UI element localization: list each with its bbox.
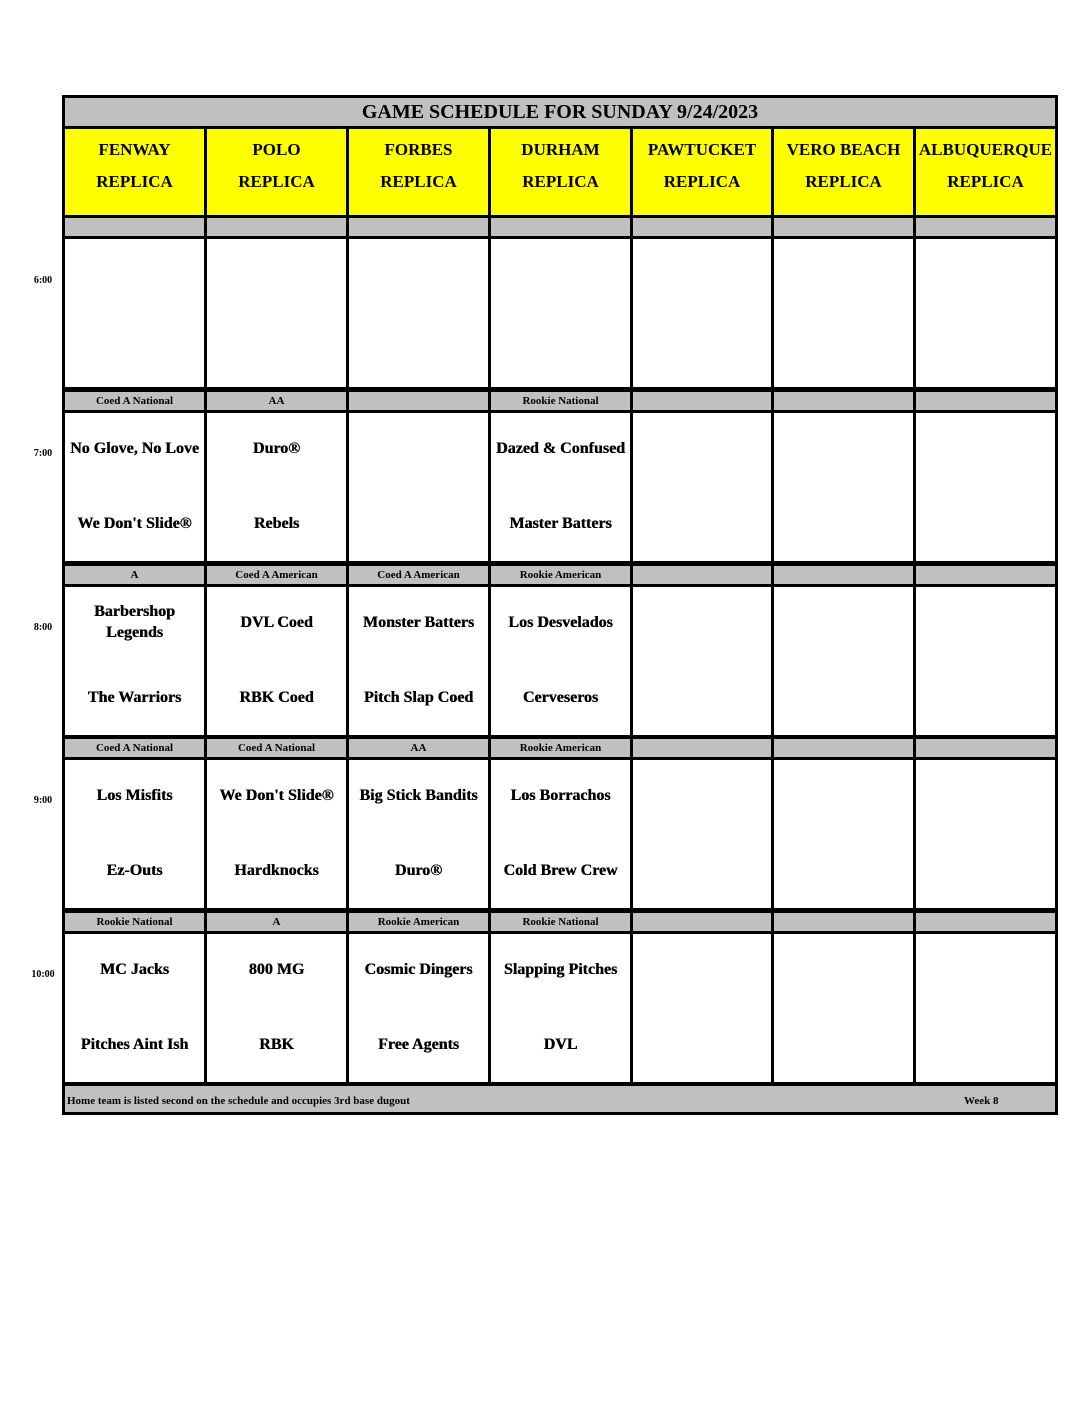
home-team: Pitch Slap Coed: [363, 689, 474, 706]
schedule-title: GAME SCHEDULE FOR SUNDAY 9/24/2023: [65, 98, 1055, 126]
field-name: FORBES: [384, 140, 453, 159]
home-team: Ez-Outs: [106, 862, 163, 879]
division-label: [491, 218, 630, 236]
division-label: Coed A American: [349, 566, 488, 584]
game-cell: [349, 760, 488, 908]
game-cell: [207, 760, 346, 908]
division-label: A: [65, 566, 204, 584]
field-name: DURHAM: [521, 140, 600, 159]
time-label: 8:00: [33, 622, 53, 633]
division-label: Rookie National: [491, 913, 630, 931]
game-cell: [916, 934, 1055, 1082]
home-team: Master Batters: [509, 515, 612, 532]
home-team: Cerveseros: [522, 689, 599, 706]
game-cell: [349, 413, 488, 561]
division-label: [916, 392, 1055, 410]
division-label: [774, 913, 913, 931]
field-subtitle: REPLICA: [96, 172, 173, 191]
division-label: Rookie National: [491, 392, 630, 410]
division-label: [633, 392, 771, 410]
footer-note: Home team is listed second on the schedule and occupies 3rd base dugout: [67, 1095, 410, 1107]
division-label: [349, 392, 488, 410]
field-subtitle: REPLICA: [522, 172, 599, 191]
home-team: DVL: [543, 1036, 578, 1053]
away-team: No Glove, No Love: [70, 439, 199, 457]
division-label: Rookie American: [491, 566, 630, 584]
game-cell: [916, 239, 1055, 387]
field-header-4: [633, 129, 771, 215]
game-cell: [349, 934, 488, 1082]
division-label: Coed A American: [207, 566, 346, 584]
division-label: AA: [349, 739, 488, 757]
game-cell: [491, 934, 630, 1082]
game-cell: [774, 587, 913, 735]
division-label: [916, 566, 1055, 584]
home-team: RBK: [259, 1036, 294, 1053]
game-cell: [207, 934, 346, 1082]
away-team: MC Jacks: [100, 960, 169, 978]
division-label: [349, 218, 488, 236]
division-label: [774, 392, 913, 410]
away-team: Slapping Pitches: [503, 960, 618, 978]
field-subtitle: REPLICA: [380, 172, 457, 191]
game-cell: [916, 413, 1055, 561]
field-name: POLO: [252, 140, 301, 159]
game-cell: [349, 587, 488, 735]
footer-row: [65, 1086, 1055, 1112]
away-team: Barbershop Legends: [94, 603, 175, 641]
home-team: Rebels: [253, 515, 300, 532]
field-subtitle: REPLICA: [663, 172, 741, 191]
division-label: [916, 218, 1055, 236]
game-cell: [774, 239, 913, 387]
away-team: Los Desvelados: [508, 613, 613, 631]
game-cell: [633, 760, 771, 908]
division-label: Rookie American: [491, 739, 630, 757]
division-label: [633, 739, 771, 757]
division-label: [633, 913, 771, 931]
game-cell: [774, 413, 913, 561]
game-cell: [65, 413, 204, 561]
field-name: ALBUQUERQUE: [918, 140, 1053, 159]
game-cell: [916, 760, 1055, 908]
field-name: FENWAY: [98, 140, 171, 159]
away-team: Duro®: [252, 439, 301, 457]
away-team: Cosmic Dingers: [364, 960, 473, 978]
game-cell: [633, 587, 771, 735]
field-subtitle: REPLICA: [947, 172, 1024, 191]
game-cell: [633, 239, 771, 387]
division-label: [916, 739, 1055, 757]
away-team: Big Stick Bandits: [359, 786, 478, 804]
time-label: 10:00: [31, 969, 55, 980]
away-team: Los Misfits: [96, 786, 173, 804]
footer-week: Week 8: [964, 1095, 999, 1107]
division-label: [774, 739, 913, 757]
home-team: RBK Coed: [239, 689, 314, 706]
game-cell: [65, 239, 204, 387]
game-cell: [65, 934, 204, 1082]
division-label: [633, 218, 771, 236]
game-cell: [491, 760, 630, 908]
field-subtitle: REPLICA: [238, 172, 315, 191]
field-header-1: [207, 129, 346, 215]
division-label: [774, 566, 913, 584]
game-cell: [207, 239, 346, 387]
game-cell: [207, 413, 346, 561]
game-cell: [207, 587, 346, 735]
game-cell: [491, 239, 630, 387]
game-cell: [916, 587, 1055, 735]
away-team: 800 MG: [248, 960, 305, 978]
division-label: Rookie American: [349, 913, 488, 931]
home-team: Hardknocks: [234, 862, 319, 879]
division-label: A: [207, 913, 346, 931]
division-label: [774, 218, 913, 236]
home-team: Free Agents: [377, 1036, 459, 1053]
home-team: Pitches Aint Ish: [80, 1036, 189, 1053]
away-team: Dazed & Confused: [496, 439, 625, 457]
time-label: 6:00: [33, 275, 53, 286]
away-team: Monster Batters: [362, 613, 475, 631]
game-cell: [491, 413, 630, 561]
time-label: 9:00: [33, 795, 53, 806]
away-team: Los Borrachos: [510, 786, 611, 804]
game-cell: [349, 239, 488, 387]
division-label: Coed A National: [65, 739, 204, 757]
home-team: We Don't Slide®: [77, 515, 192, 532]
game-cell: [633, 934, 771, 1082]
game-cell: [774, 934, 913, 1082]
game-cell: [65, 760, 204, 908]
division-label: Coed A National: [65, 392, 204, 410]
division-label: [633, 566, 771, 584]
time-label: 7:00: [33, 448, 53, 459]
field-header-6: [916, 129, 1055, 215]
field-name: PAWTUCKET: [647, 140, 757, 159]
division-label: AA: [207, 392, 346, 410]
away-team: We Don't Slide®: [219, 786, 334, 804]
division-label: [916, 913, 1055, 931]
game-cell: [491, 587, 630, 735]
schedule-table: [62, 95, 1058, 1115]
game-cell: [633, 413, 771, 561]
home-team: Cold Brew Crew: [503, 862, 618, 879]
home-team: The Warriors: [87, 689, 182, 706]
field-subtitle: REPLICA: [805, 172, 882, 191]
field-name: VERO BEACH: [786, 140, 901, 159]
division-label: [207, 218, 346, 236]
away-team: DVL Coed: [240, 613, 313, 631]
division-label: Rookie National: [65, 913, 204, 931]
field-header-2: [349, 129, 488, 215]
field-header-3: [491, 129, 630, 215]
game-cell: [774, 760, 913, 908]
field-header-0: [65, 129, 204, 215]
home-team: Duro®: [394, 862, 443, 879]
field-header-5: [774, 129, 913, 215]
division-label: [65, 218, 204, 236]
game-cell: [65, 587, 204, 735]
division-label: Coed A National: [207, 739, 346, 757]
